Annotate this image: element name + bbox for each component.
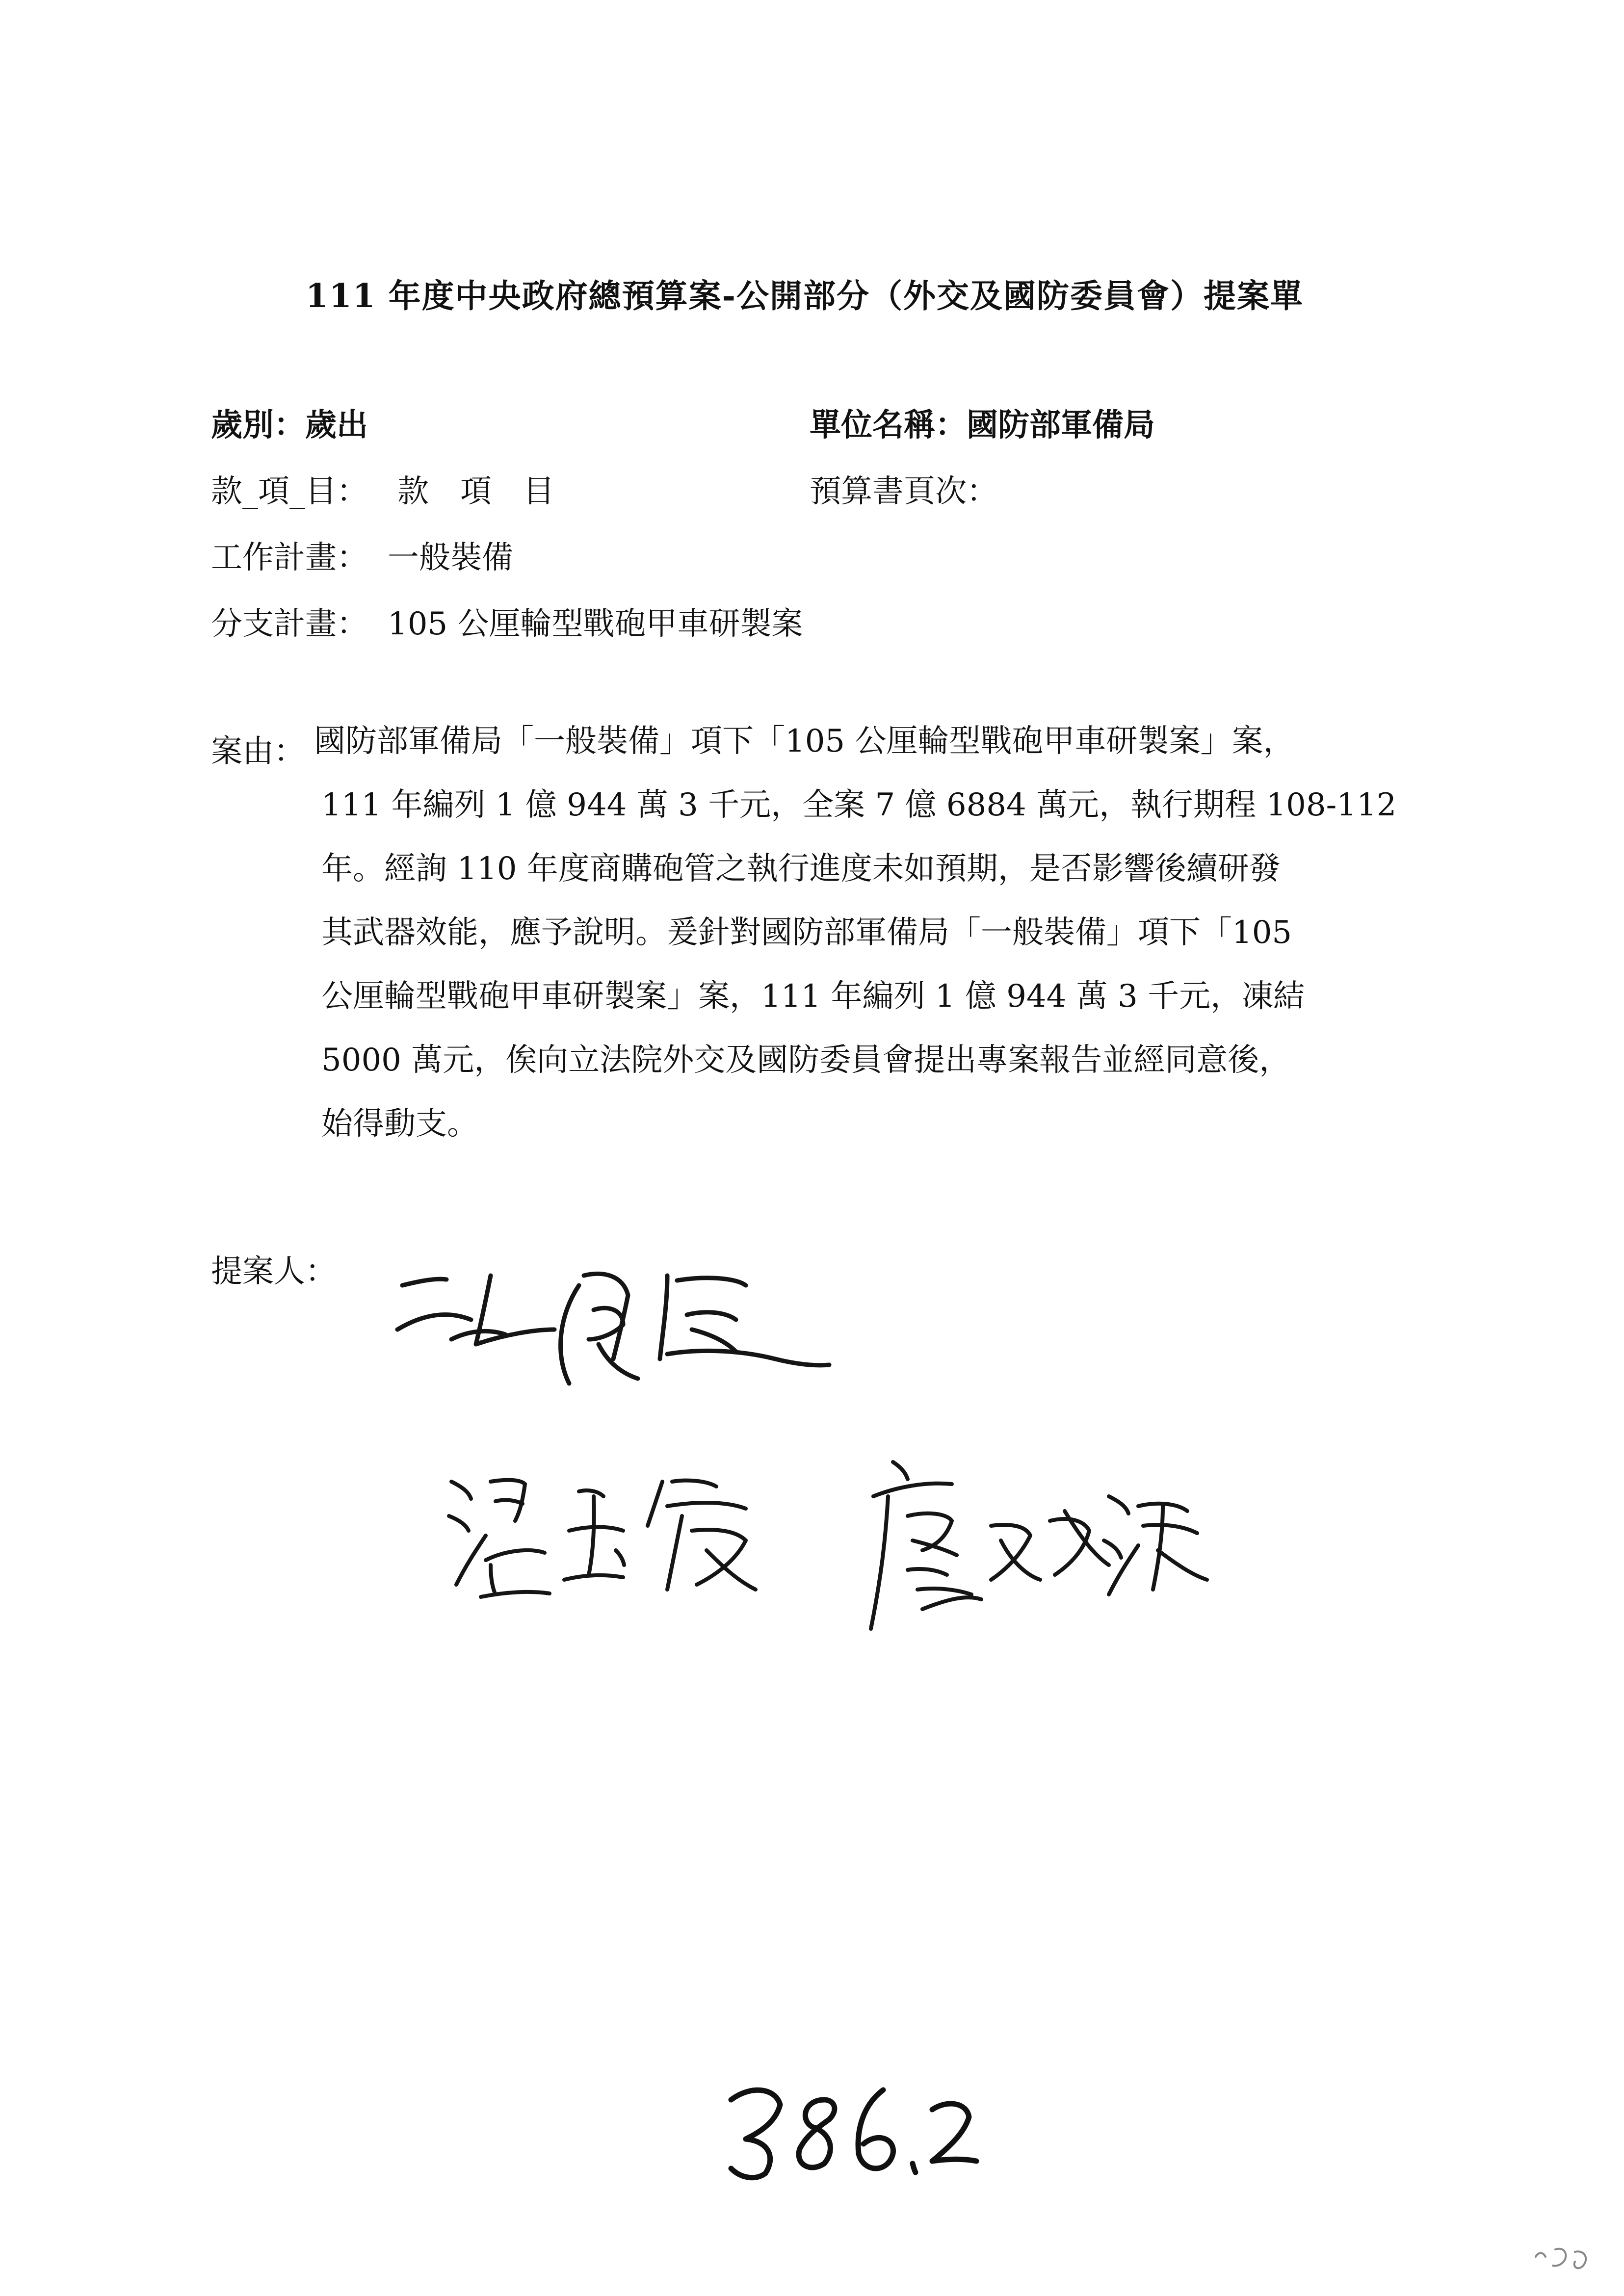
- work-plan-value: 一般裝備: [388, 540, 513, 576]
- category-label: 歲別：: [211, 407, 305, 444]
- unit-label: 單位名稱：: [810, 407, 967, 444]
- case-text-line: 其武器效能，應予說明。爰針對國防部軍備局「一般裝備」項下「105: [321, 914, 1292, 951]
- signature-3: [864, 1452, 1217, 1648]
- corner-mark-drawing: [1526, 2237, 1595, 2276]
- case-text-line: 111 年編列 1 億 944 萬 3 千元，全案 7 億 6884 萬元，執行期程 108-112: [321, 787, 1397, 823]
- handwritten-signature-3: [864, 1452, 1217, 1648]
- case-text-line: 公厘輪型戰砲甲車研製案」案，111 年編列 1 億 944 萬 3 千元，凍結: [321, 978, 1305, 1015]
- sub-plan-value: 105 公厘輪型戰砲甲車研製案: [388, 606, 803, 642]
- unit-value: 國防部軍備局: [967, 407, 1155, 444]
- unit-field: [810, 400, 1155, 445]
- handwritten-signature-2: [442, 1462, 775, 1609]
- case-text-line: 年。經詢 110 年度商購砲管之執行進度未如預期，是否影響後續研發: [321, 851, 1281, 887]
- case-text-line: 國防部軍備局「一般裝備」項下「105 公厘輪型戰砲甲車研製案」案，: [314, 723, 1295, 759]
- sub-plan-label: 分支計畫：: [211, 606, 368, 642]
- item-value: 款 項 目: [397, 473, 554, 510]
- page-ref-field: [810, 466, 998, 511]
- case-text-line: 5000 萬元，俟向立法院外交及國防委員會提出專案報告並經同意後，: [321, 1042, 1291, 1078]
- signature-1: [393, 1256, 834, 1418]
- signature-2: [442, 1462, 775, 1609]
- item-field: [211, 466, 554, 511]
- document-title: 111 年度中央政府總預算案-公開部分（外交及國防委員會）提案單: [305, 277, 1304, 315]
- case-label: 案由：: [211, 733, 305, 770]
- page-ref-label: 預算書頁次：: [810, 473, 998, 510]
- handwritten-page-number-drawing: [716, 2070, 981, 2183]
- case-text-line: 始得動支。: [321, 1106, 478, 1142]
- handwritten-page-number: [716, 2070, 981, 2185]
- sub-plan-field: [211, 599, 803, 644]
- work-plan-label: 工作計畫：: [211, 540, 368, 576]
- work-plan-field: [211, 532, 513, 577]
- proposer-label: 提案人：: [211, 1253, 337, 1290]
- category-value: 歲出: [305, 407, 368, 444]
- handwritten-signature-1: [393, 1256, 834, 1418]
- corner-mark: [1526, 2237, 1595, 2278]
- item-label: 款_項_目：: [211, 473, 368, 510]
- case-text: [314, 723, 1472, 1156]
- category-field: [211, 400, 368, 445]
